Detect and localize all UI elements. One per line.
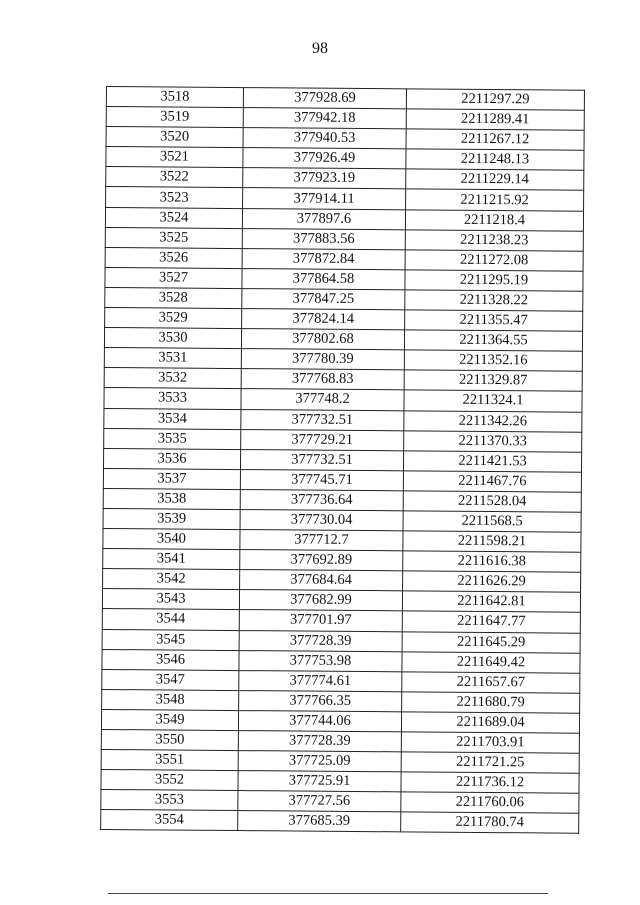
x-coordinate-cell: 377923.19 xyxy=(243,168,406,189)
y-coordinate-cell: 2211616.38 xyxy=(403,551,581,572)
point-id-cell: 3521 xyxy=(106,147,243,168)
point-id-cell: 3538 xyxy=(103,488,240,509)
y-coordinate-cell: 2211329.87 xyxy=(404,370,582,391)
point-id-cell: 3533 xyxy=(104,388,241,409)
x-coordinate-cell: 377725.91 xyxy=(238,771,401,792)
point-id-cell: 3543 xyxy=(102,589,239,610)
y-coordinate-cell: 2211342.26 xyxy=(404,410,582,431)
x-coordinate-cell: 377728.39 xyxy=(239,630,402,651)
x-coordinate-cell: 377692.89 xyxy=(240,550,403,571)
point-id-cell: 3524 xyxy=(105,207,242,228)
x-coordinate-cell: 377727.56 xyxy=(238,791,401,812)
bottom-rule xyxy=(108,893,548,894)
y-coordinate-cell: 2211272.08 xyxy=(405,250,583,271)
point-id-cell: 3545 xyxy=(102,629,239,650)
x-coordinate-cell: 377745.71 xyxy=(240,469,403,490)
point-id-cell: 3526 xyxy=(105,247,242,268)
point-id-cell: 3531 xyxy=(104,348,241,369)
x-coordinate-cell: 377732.51 xyxy=(240,449,403,470)
y-coordinate-cell: 2211736.12 xyxy=(401,772,579,793)
y-coordinate-cell: 2211248.13 xyxy=(406,149,584,170)
x-coordinate-cell: 377728.39 xyxy=(238,731,401,752)
x-coordinate-cell: 377802.68 xyxy=(241,329,404,350)
point-id-cell: 3536 xyxy=(103,448,240,469)
table-body xyxy=(101,87,585,834)
point-id-cell: 3541 xyxy=(103,549,240,570)
point-id-cell: 3549 xyxy=(101,709,238,730)
x-coordinate-cell: 377729.21 xyxy=(241,429,404,450)
x-coordinate-cell: 377774.61 xyxy=(239,670,402,691)
y-coordinate-cell: 2211649.42 xyxy=(402,651,580,672)
coordinates-table xyxy=(100,86,585,834)
point-id-cell: 3522 xyxy=(106,167,243,188)
y-coordinate-cell: 2211626.29 xyxy=(403,571,581,592)
point-id-cell: 3529 xyxy=(105,308,242,329)
point-id-cell: 3544 xyxy=(102,609,239,630)
x-coordinate-cell: 377914.11 xyxy=(243,188,406,209)
y-coordinate-cell: 2211642.81 xyxy=(402,591,580,612)
y-coordinate-cell: 2211324.1 xyxy=(404,390,582,411)
point-id-cell: 3553 xyxy=(101,790,238,811)
y-coordinate-cell: 2211229.14 xyxy=(406,169,584,190)
y-coordinate-cell: 2211721.25 xyxy=(401,752,579,773)
point-id-cell: 3537 xyxy=(103,468,240,489)
point-id-cell: 3542 xyxy=(103,569,240,590)
point-id-cell: 3552 xyxy=(101,770,238,791)
y-coordinate-cell: 2211421.53 xyxy=(403,451,581,472)
y-coordinate-cell: 2211647.77 xyxy=(402,611,580,632)
x-coordinate-cell: 377701.97 xyxy=(239,610,402,631)
point-id-cell: 3534 xyxy=(104,408,241,429)
y-coordinate-cell: 2211467.76 xyxy=(403,471,581,492)
y-coordinate-cell: 2211355.47 xyxy=(405,310,583,331)
x-coordinate-cell: 377872.84 xyxy=(242,248,405,269)
x-coordinate-cell: 377940.53 xyxy=(243,128,406,149)
x-coordinate-cell: 377730.04 xyxy=(240,510,403,531)
x-coordinate-cell: 377744.06 xyxy=(238,710,401,731)
point-id-cell: 3518 xyxy=(106,87,243,108)
x-coordinate-cell: 377766.35 xyxy=(239,690,402,711)
point-id-cell: 3548 xyxy=(102,689,239,710)
x-coordinate-cell: 377847.25 xyxy=(242,289,405,310)
x-coordinate-cell: 377942.18 xyxy=(243,108,406,129)
point-id-cell: 3535 xyxy=(104,428,241,449)
y-coordinate-cell: 2211267.12 xyxy=(406,129,584,150)
y-coordinate-cell: 2211370.33 xyxy=(404,430,582,451)
y-coordinate-cell: 2211657.67 xyxy=(402,672,580,693)
y-coordinate-cell: 2211364.55 xyxy=(404,330,582,351)
point-id-cell: 3530 xyxy=(104,328,241,349)
point-id-cell: 3532 xyxy=(104,368,241,389)
x-coordinate-cell: 377725.09 xyxy=(238,751,401,772)
y-coordinate-cell: 2211295.19 xyxy=(405,270,583,291)
x-coordinate-cell: 377685.39 xyxy=(238,811,401,832)
y-coordinate-cell: 2211703.91 xyxy=(401,732,579,753)
page-number: 98 xyxy=(312,40,328,57)
x-coordinate-cell: 377864.58 xyxy=(242,268,405,289)
point-id-cell: 3546 xyxy=(102,649,239,670)
point-id-cell: 3540 xyxy=(103,529,240,550)
x-coordinate-cell: 377768.83 xyxy=(241,369,404,390)
y-coordinate-cell: 2211689.04 xyxy=(401,712,579,733)
point-id-cell: 3554 xyxy=(101,810,238,831)
y-coordinate-cell: 2211238.23 xyxy=(405,230,583,251)
x-coordinate-cell: 377684.64 xyxy=(240,570,403,591)
x-coordinate-cell: 377883.56 xyxy=(242,228,405,249)
y-coordinate-cell: 2211289.41 xyxy=(406,109,584,130)
y-coordinate-cell: 2211760.06 xyxy=(401,792,579,813)
x-coordinate-cell: 377712.7 xyxy=(240,530,403,551)
point-id-cell: 3519 xyxy=(106,107,243,128)
point-id-cell: 3550 xyxy=(101,729,238,750)
x-coordinate-cell: 377748.2 xyxy=(241,389,404,410)
x-coordinate-cell: 377926.49 xyxy=(243,148,406,169)
y-coordinate-cell: 2211215.92 xyxy=(406,189,584,210)
y-coordinate-cell: 2211297.29 xyxy=(406,89,584,110)
point-id-cell: 3547 xyxy=(102,669,239,690)
point-id-cell: 3528 xyxy=(105,287,242,308)
x-coordinate-cell: 377824.14 xyxy=(242,309,405,330)
point-id-cell: 3523 xyxy=(106,187,243,208)
y-coordinate-cell: 2211680.79 xyxy=(402,692,580,713)
y-coordinate-cell: 2211352.16 xyxy=(404,350,582,371)
point-id-cell: 3551 xyxy=(101,750,238,771)
y-coordinate-cell: 2211780.74 xyxy=(401,812,579,833)
x-coordinate-cell: 377736.64 xyxy=(240,489,403,510)
coordinates-table-container xyxy=(100,86,584,834)
table-row xyxy=(101,810,579,834)
point-id-cell: 3520 xyxy=(106,127,243,148)
x-coordinate-cell: 377732.51 xyxy=(241,409,404,430)
y-coordinate-cell: 2211645.29 xyxy=(402,631,580,652)
y-coordinate-cell: 2211328.22 xyxy=(405,290,583,311)
point-id-cell: 3539 xyxy=(103,508,240,529)
y-coordinate-cell: 2211528.04 xyxy=(403,491,581,512)
x-coordinate-cell: 377682.99 xyxy=(239,590,402,611)
x-coordinate-cell: 377753.98 xyxy=(239,650,402,671)
x-coordinate-cell: 377780.39 xyxy=(241,349,404,370)
y-coordinate-cell: 2211218.4 xyxy=(405,209,583,230)
x-coordinate-cell: 377928.69 xyxy=(243,88,406,109)
x-coordinate-cell: 377897.6 xyxy=(242,208,405,229)
point-id-cell: 3525 xyxy=(105,227,242,248)
y-coordinate-cell: 2211568.5 xyxy=(403,511,581,532)
point-id-cell: 3527 xyxy=(105,267,242,288)
y-coordinate-cell: 2211598.21 xyxy=(403,531,581,552)
